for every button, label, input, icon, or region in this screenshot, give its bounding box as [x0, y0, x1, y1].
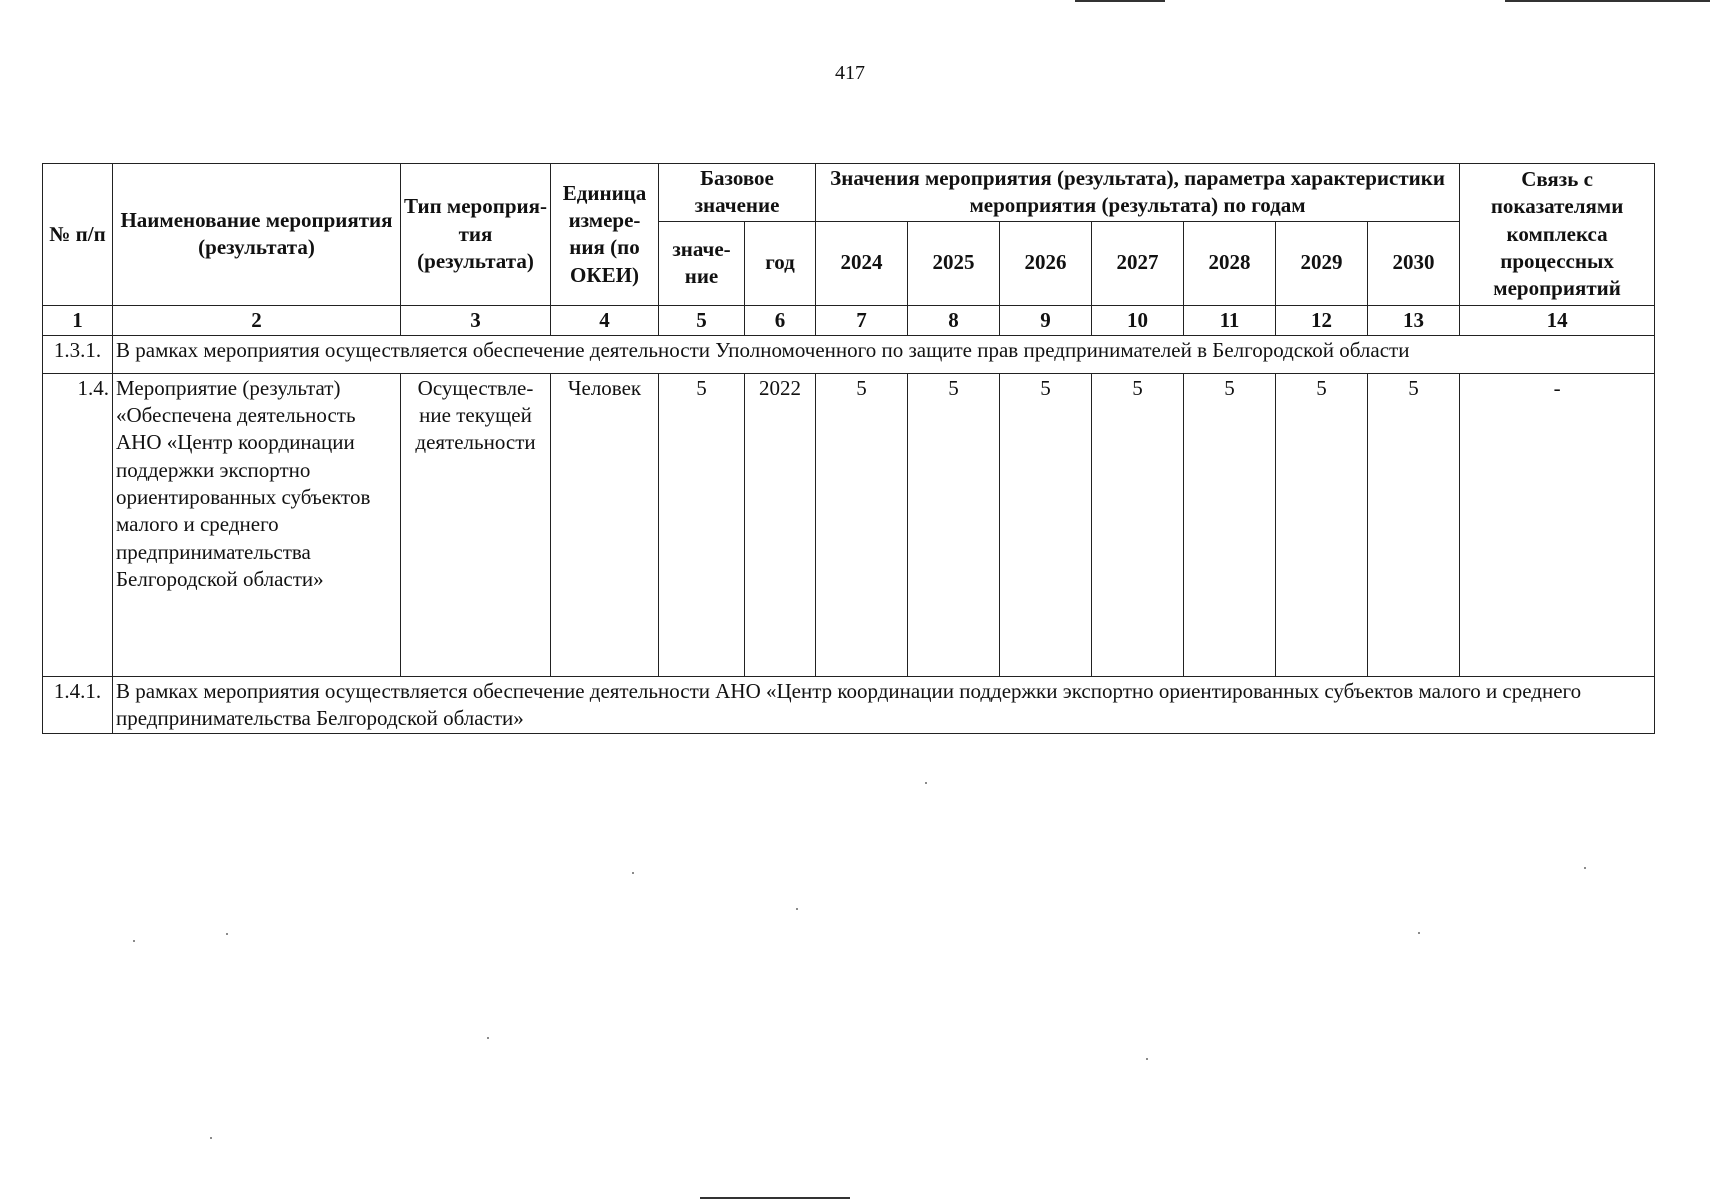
column-number: 1: [43, 305, 113, 335]
column-number: 9: [1000, 305, 1092, 335]
scan-speck: [796, 908, 798, 910]
column-number: 3: [401, 305, 551, 335]
header-year: 2027: [1092, 221, 1184, 305]
column-number: 11: [1184, 305, 1276, 335]
header-unit: Единица измере-ния (по ОКЕИ): [551, 164, 659, 306]
column-numbers-row: [43, 305, 1655, 335]
activity-type: Осуществле-ние текущей деятельности: [401, 373, 551, 676]
scan-speck: [210, 1137, 212, 1139]
header-year: 2024: [816, 221, 908, 305]
year-value: 5: [1184, 373, 1276, 676]
scan-edge-line: [700, 1197, 850, 1199]
year-value: 5: [1368, 373, 1460, 676]
scan-speck: [226, 933, 228, 935]
scan-speck: [632, 872, 634, 874]
scan-speck: [1418, 932, 1420, 934]
column-number: 6: [745, 305, 816, 335]
row-number: 1.4.: [43, 373, 113, 676]
header-values-group: Значения мероприятия (результата), параметра характеристики мероприятия (результата) по годам: [816, 164, 1460, 222]
unit-of-measure: Человек: [551, 373, 659, 676]
header-year: 2029: [1276, 221, 1368, 305]
scan-speck: [925, 782, 927, 784]
header-num: № п/п: [43, 164, 113, 306]
column-number: 7: [816, 305, 908, 335]
header-year: 2025: [908, 221, 1000, 305]
header-link: Связь с показателями комплекса процессных мероприятий: [1460, 164, 1655, 306]
year-value: 5: [1276, 373, 1368, 676]
header-base-value: значе-ние: [659, 221, 745, 305]
base-year: 2022: [745, 373, 816, 676]
column-number: 8: [908, 305, 1000, 335]
base-value: 5: [659, 373, 745, 676]
scan-speck: [133, 940, 135, 942]
row-number: 1.4.1.: [43, 676, 113, 734]
year-value: 5: [1092, 373, 1184, 676]
column-number: 14: [1460, 305, 1655, 335]
year-value: 5: [816, 373, 908, 676]
column-number: 12: [1276, 305, 1368, 335]
column-number: 10: [1092, 305, 1184, 335]
row-1-4-1: [43, 676, 1655, 734]
row-number: 1.3.1.: [43, 335, 113, 373]
year-value: 5: [908, 373, 1000, 676]
header-type: Тип мероприя-тия (результата): [401, 164, 551, 306]
header-base: Базовое значение: [659, 164, 816, 222]
row-1-3-1: [43, 335, 1655, 373]
scan-speck: [1584, 867, 1586, 869]
header-base-year: год: [745, 221, 816, 305]
activities-table: [42, 163, 1655, 734]
scan-speck: [1146, 1058, 1148, 1060]
column-number: 2: [113, 305, 401, 335]
scan-speck: [487, 1037, 489, 1039]
column-number: 5: [659, 305, 745, 335]
header-year: 2028: [1184, 221, 1276, 305]
activity-name: Мероприятие (результат) «Обеспечена деятельность АНО «Центр координации поддержки экспортно ориентированных субъектов малого и среднего предпринимательства Белгородской области»: [113, 373, 401, 676]
column-number: 4: [551, 305, 659, 335]
scan-edge-line: [1505, 0, 1710, 2]
header-name: Наименование мероприятия (результата): [113, 164, 401, 306]
scan-edge-line: [1075, 0, 1165, 2]
row-description: В рамках мероприятия осуществляется обеспечение деятельности АНО «Центр координации поддержки экспортно ориентированных субъектов малого и среднего предпринимательства Белгородской области»: [113, 676, 1655, 734]
header-year: 2030: [1368, 221, 1460, 305]
row-1-4: [43, 373, 1655, 676]
row-description: В рамках мероприятия осуществляется обеспечение деятельности Уполномоченного по защите прав предпринимателей в Белгородской области: [113, 335, 1655, 373]
page-number: 417: [835, 62, 865, 84]
year-value: 5: [1000, 373, 1092, 676]
indicator-link: -: [1460, 373, 1655, 676]
header-year: 2026: [1000, 221, 1092, 305]
column-number: 13: [1368, 305, 1460, 335]
